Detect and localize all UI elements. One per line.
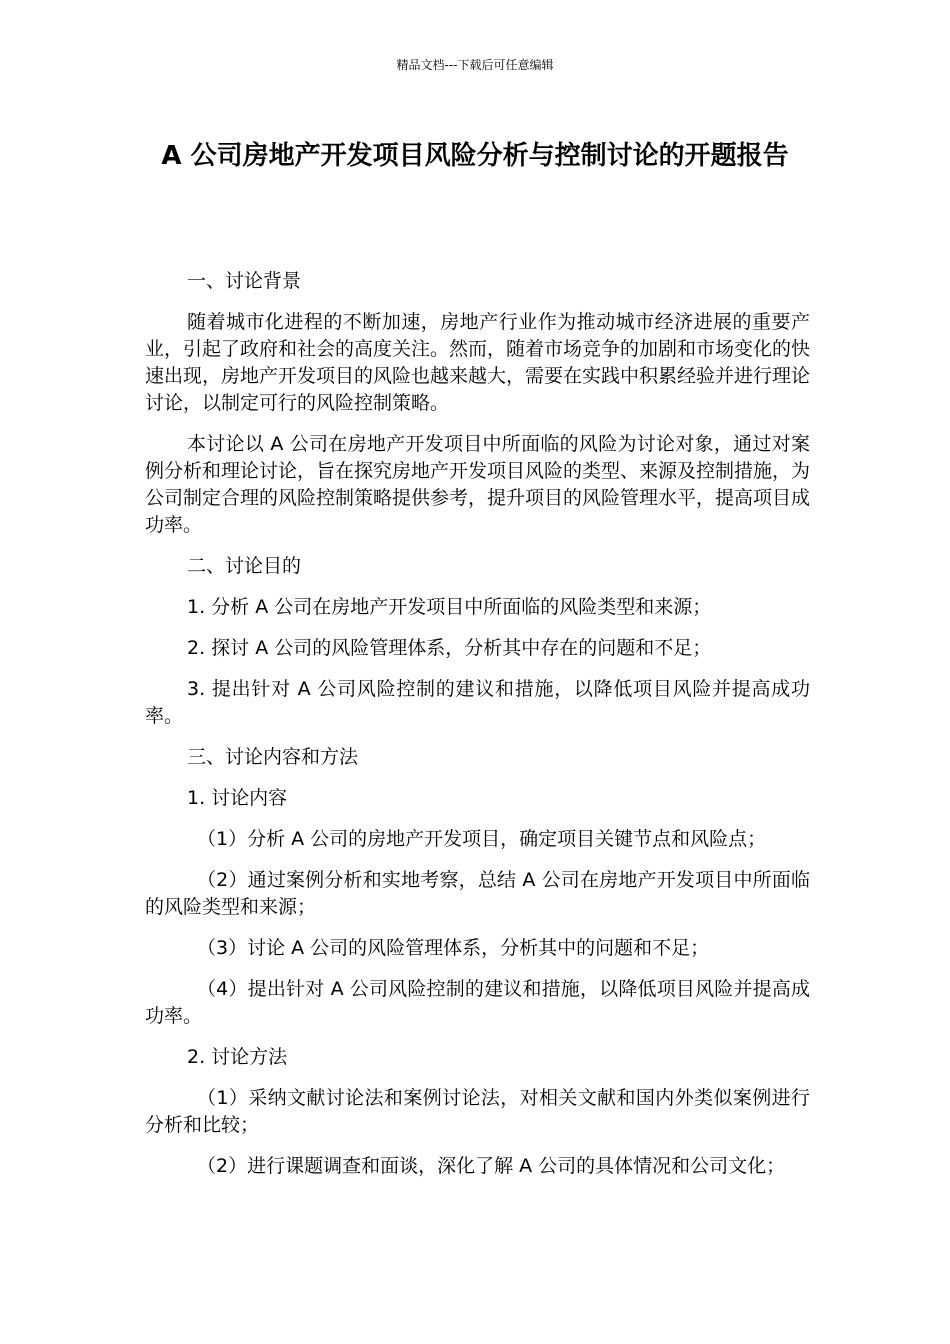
document-title: A 公司房地产开发项目风险分析与控制讨论的开题报告 xyxy=(161,141,789,171)
paragraph-background-1: 随着城市化进程的不断加速，房地产行业作为推动城市经济进展的重要产业，引起了政府和社会的高度关注。然而，随着市场竞争的加剧和市场变化的快速出现，房地产开发项目的风险也越来越大，需要在实践中积累经验并进行理论讨论，以制定可行的风险控制策略。 xyxy=(145,311,811,414)
content-item-2: （2）通过案例分析和实地考察，总结 A 公司在房地产开发项目中所面临的风险类型和来源； xyxy=(145,869,810,918)
paragraph-background-2: 本讨论以 A 公司在房地产开发项目中所面临的风险为讨论对象，通过对案例分析和理论讨论，旨在探究房地产开发项目风险的类型、来源及控制措施，为公司制定合理的风险控制策略提供参考，提升项目的风险管理水平，提高项目成功率。 xyxy=(145,433,811,536)
document-body xyxy=(145,268,810,1194)
content-item-3: （3）讨论 A 公司的风险管理体系，分析其中的问题和不足； xyxy=(197,937,710,959)
page-header: 精品文档---下载后可任意编辑 xyxy=(396,58,554,72)
section-heading-background: 一、讨论背景 xyxy=(187,270,302,292)
purpose-item-2: 2. 探讨 A 公司的风险管理体系，分析其中存在的问题和不足； xyxy=(187,637,712,659)
subheading-methods: 2. 讨论方法 xyxy=(187,1046,288,1068)
subheading-content: 1. 讨论内容 xyxy=(187,787,288,809)
purpose-item-3: 3. 提出针对 A 公司风险控制的建议和措施，以降低项目风险并提高成功率。 xyxy=(145,678,810,727)
content-item-4: （4）提出针对 A 公司风险控制的建议和措施，以降低项目风险并提高成功率。 xyxy=(145,978,810,1027)
purpose-item-1: 1. 分析 A 公司在房地产开发项目中所面临的风险类型和来源； xyxy=(187,596,712,618)
section-heading-purpose: 二、讨论目的 xyxy=(187,555,302,577)
section-heading-content-methods: 三、讨论内容和方法 xyxy=(187,746,359,768)
content-item-1: （1）分析 A 公司的房地产开发项目，确定项目关键节点和风险点； xyxy=(197,828,767,850)
method-item-2: （2）进行课题调查和面谈，深化了解 A 公司的具体情况和公司文化； xyxy=(197,1155,786,1177)
method-item-1: （1）采纳文献讨论法和案例讨论法，对相关文献和国内外类似案例进行分析和比较； xyxy=(145,1087,810,1136)
